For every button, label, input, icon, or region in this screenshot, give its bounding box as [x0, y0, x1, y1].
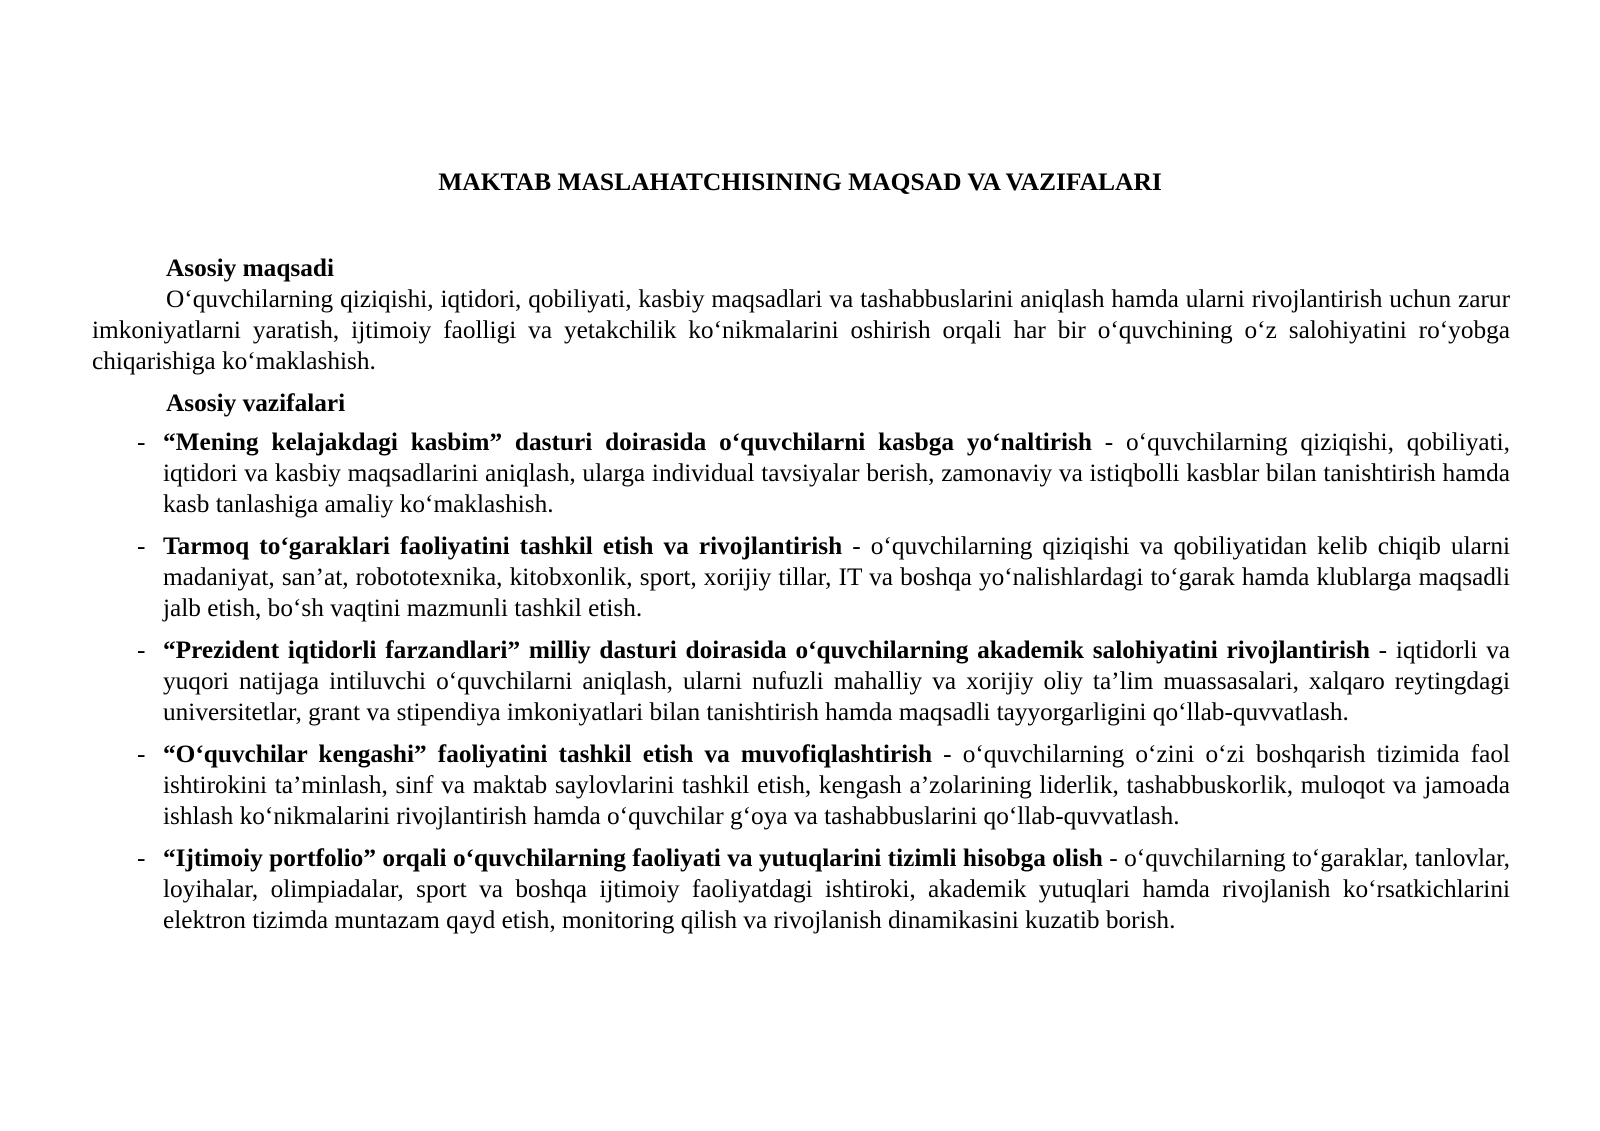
- tasks-list: [92, 427, 1510, 936]
- task-title: “Prezident iqtidorli farzandlari” milliy dasturi doirasida o‘quvchilarning akademik salohiyatini rivojlantirish: [163, 636, 1370, 664]
- task-description: o‘quvchilarning qiziqishi va qobiliyatidan kelib chiqib ularni madaniyat, san’at, robototexnika, kitobxonlik, sport, xorijiy tillar, IT va boshqa yo‘nalishlardagi to‘garak hamda klublarga maqsadli jalb etish, bo‘sh vaqtini mazmunli tashkil etish.: [163, 532, 1510, 622]
- task-item: [92, 635, 1510, 728]
- task-description: o‘quvchilarning o‘zini o‘zi boshqarish tizimida faol ishtirokini ta’minlash, sinf va maktab saylovlarini tashkil etish, kengash a’zolarining liderlik, tashabbuskorlik, muloqot va jamoada ishlash ko‘nikmalarini rivojlantirish hamda o‘quvchilar g‘oya va tashabbuslarini qo‘llab-quvvatlash.: [163, 740, 1510, 830]
- bullet-dash: -: [137, 428, 146, 456]
- task-title: “O‘quvchilar kengashi” faoliyatini tashkil etish va muvofiqlashtirish: [163, 740, 933, 768]
- task-description: o‘quvchilarning to‘garaklar, tanlovlar, loyihalar, olimpiadalar, sport va boshqa ijtimoiy faoliyatdagi ishtiroki, akademik yutuqlari hamda rivojlanish ko‘rsatkichlarini elektron tizimda muntazam qayd etish, monitoring qilish va rivojlanish dinamikasini kuzatib borish.: [163, 844, 1511, 934]
- task-item: [92, 427, 1510, 520]
- bullet-dash: -: [137, 844, 146, 872]
- task-separator: -: [932, 740, 963, 768]
- task-title: “Mening kelajakdagi kasbim” dasturi doirasida o‘quvchilarni kasbga yo‘naltirish: [163, 428, 1092, 456]
- goal-paragraph: O‘quvchilarning qiziqishi, iqtidori, qobiliyati, kasbiy maqsadlari va tashabbuslarini aniqlash hamda ularni rivojlantirish uchun zarur imkoniyatlarni yaratish, ijtimoiy faolligi va yetakchilik ko‘nikmalarini oshirish orqali har bir o‘quvchining o‘z salohiyatini ro‘yobga chiqarishiga ko‘maklashish.: [92, 285, 1510, 375]
- task-separator: -: [1102, 844, 1125, 872]
- task-description: iqtidorli va yuqori natijaga intiluvchi o‘quvchilarni aniqlash, ularni nufuzli mahalliy va xorijiy oliy ta’lim muassasalari, xalqaro reytingdagi universitetlar, grant va stipendiya imkoniyatlari bilan tanishtirish hamda maqsadli tayyorgarligini qo‘llab-quvvatlash.: [163, 636, 1510, 726]
- bullet-dash: -: [137, 532, 146, 560]
- task-title: Tarmoq to‘garaklari faoliyatini tashkil etish va rivojlantirish: [163, 532, 843, 560]
- goal-heading: Asosiy maqsadi: [166, 254, 334, 282]
- task-item: [92, 739, 1510, 832]
- task-description: o‘quvchilarning qiziqishi, qobiliyati, iqtidori va kasbiy maqsadlarini aniqlash, ularga individual tavsiyalar berish, zamonaviy va istiqbolli kasblar bilan tanishtirish hamda kasb tanlashiga amaliy ko‘maklashish.: [163, 428, 1510, 518]
- task-item: [92, 531, 1510, 624]
- document-body: [92, 253, 1510, 947]
- task-title: “Ijtimoiy portfolio” orqali o‘quvchilarning faoliyati va yutuqlarini tizimli hisobga olish: [163, 844, 1103, 872]
- task-item: [92, 843, 1510, 936]
- tasks-heading: Asosiy vazifalari: [166, 389, 346, 417]
- task-separator: -: [1091, 428, 1127, 456]
- task-separator: -: [1369, 636, 1396, 664]
- bullet-dash: -: [137, 636, 146, 664]
- task-separator: -: [842, 532, 871, 560]
- bullet-dash: -: [137, 740, 146, 768]
- page-title: MAKTAB MASLAHATCHISINING MAQSAD VA VAZIFALARI: [438, 167, 1162, 196]
